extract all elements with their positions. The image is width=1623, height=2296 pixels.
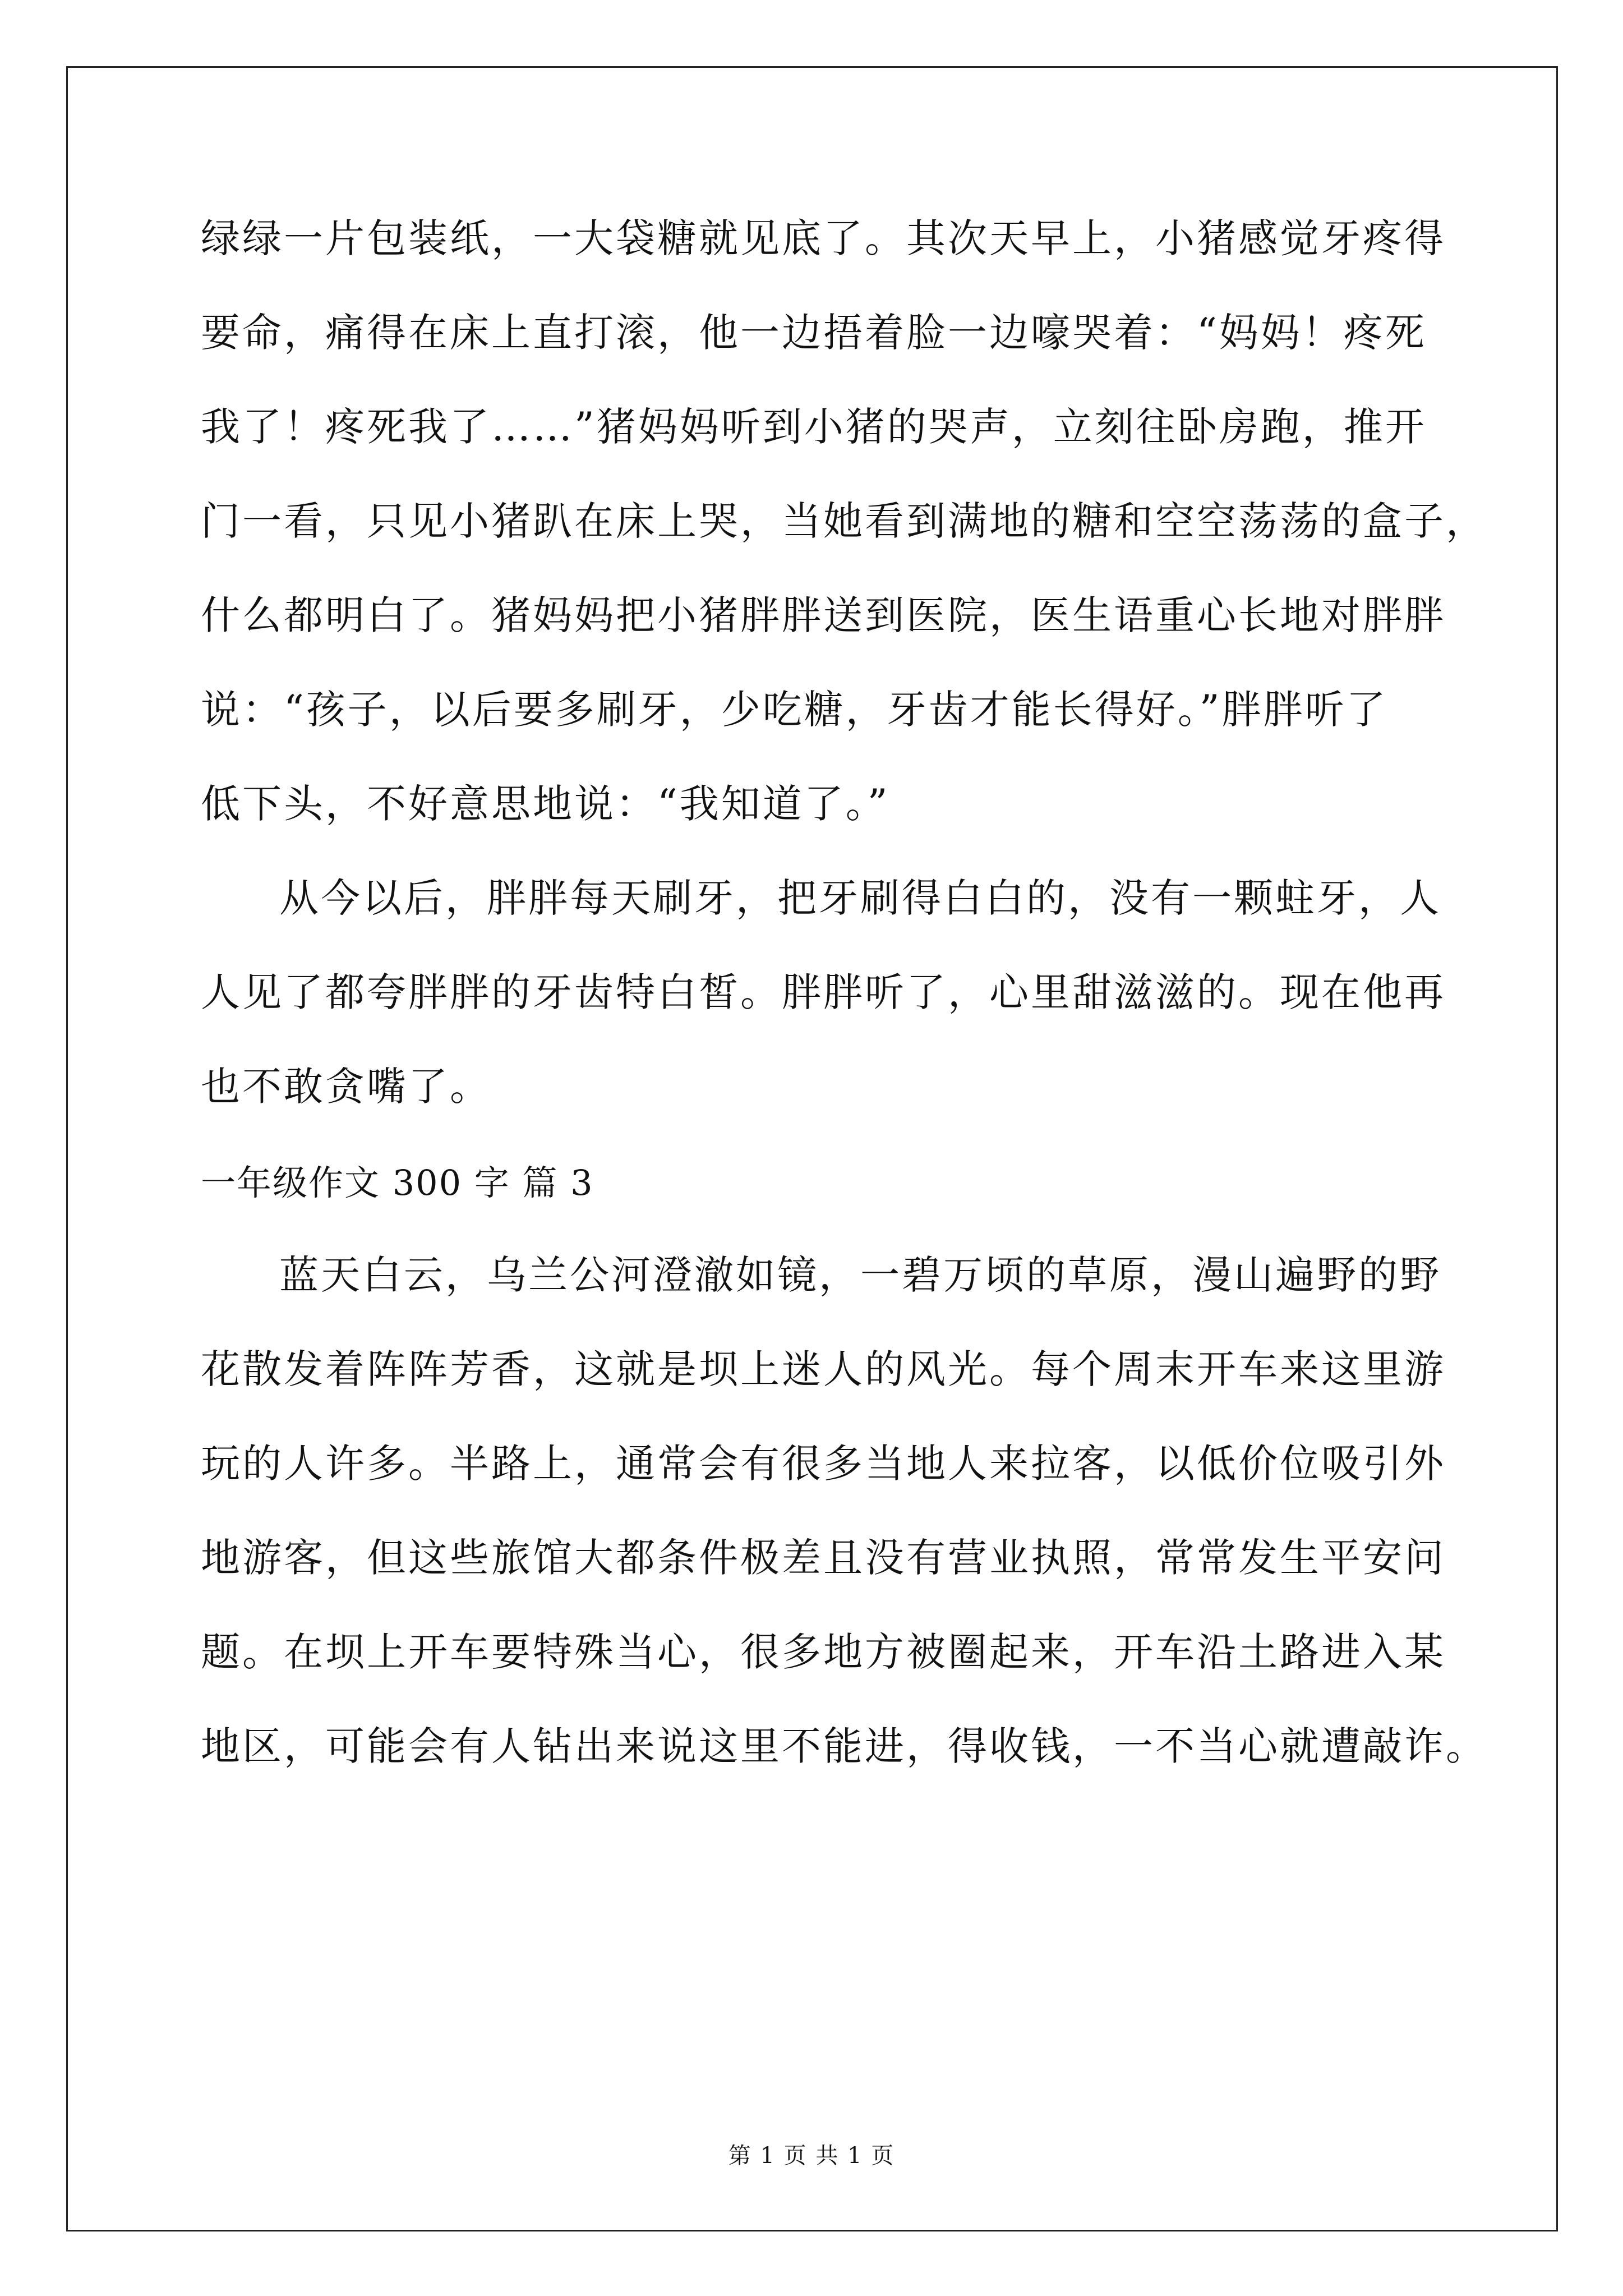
body-line: 地区，可能会有人钻出来说这里不能进，得收钱，一不当心就遭敲诈。: [201, 1723, 1487, 1769]
body-line: 花散发着阵阵芳香，这就是坝上迷人的风光。每个周末开车来这里游: [201, 1346, 1446, 1392]
page-footer: 第 1 页 共 1 页: [728, 2143, 895, 2169]
body-line: 我了！疼死我了……”猪妈妈听到小猪的哭声，立刻往卧房跑，推开: [201, 404, 1427, 450]
body-line: 也不敢贪嘴了。: [201, 1064, 491, 1110]
body-line: 要命，痛得在床上直打滚，他一边捂着脸一边嚎哭着：“妈妈！疼死: [201, 310, 1427, 356]
body-line: 题。在坝上开车要特殊当心，很多地方被圈起来，开车沿土路进入某: [201, 1629, 1446, 1675]
body-line: 说：“孩子，以后要多刷牙，少吃糖，牙齿才能长得好。”胖胖听了: [201, 687, 1388, 733]
paragraph-start-line: 蓝天白云，乌兰公河澄澈如镜，一碧万顷的草原，漫山遍野的野: [279, 1252, 1441, 1298]
paragraph-start-line: 从今以后，胖胖每天刷牙，把牙刷得白白的，没有一颗蛀牙，人: [279, 875, 1441, 921]
section-heading: 一年级作文 300 字 篇 3: [201, 1162, 594, 1203]
body-line: 玩的人许多。半路上，通常会有很多当地人来拉客，以低价位吸引外: [201, 1441, 1446, 1487]
body-line: 人见了都夸胖胖的牙齿特白皙。胖胖听了，心里甜滋滋的。现在他再: [201, 969, 1446, 1015]
body-line: 门一看，只见小猪趴在床上哭，当她看到满地的糖和空空荡荡的盒子，: [201, 498, 1487, 544]
body-line: 绿绿一片包装纸，一大袋糖就见底了。其次天早上，小猪感觉牙疼得: [201, 215, 1446, 261]
page-border: [66, 66, 1558, 2231]
body-line: 地游客，但这些旅馆大都条件极差且没有营业执照，常常发生平安问: [201, 1535, 1446, 1581]
body-line: 低下头，不好意思地说：“我知道了。”: [201, 781, 890, 827]
body-line: 什么都明白了。猪妈妈把小猪胖胖送到医院，医生语重心长地对胖胖: [201, 592, 1446, 638]
